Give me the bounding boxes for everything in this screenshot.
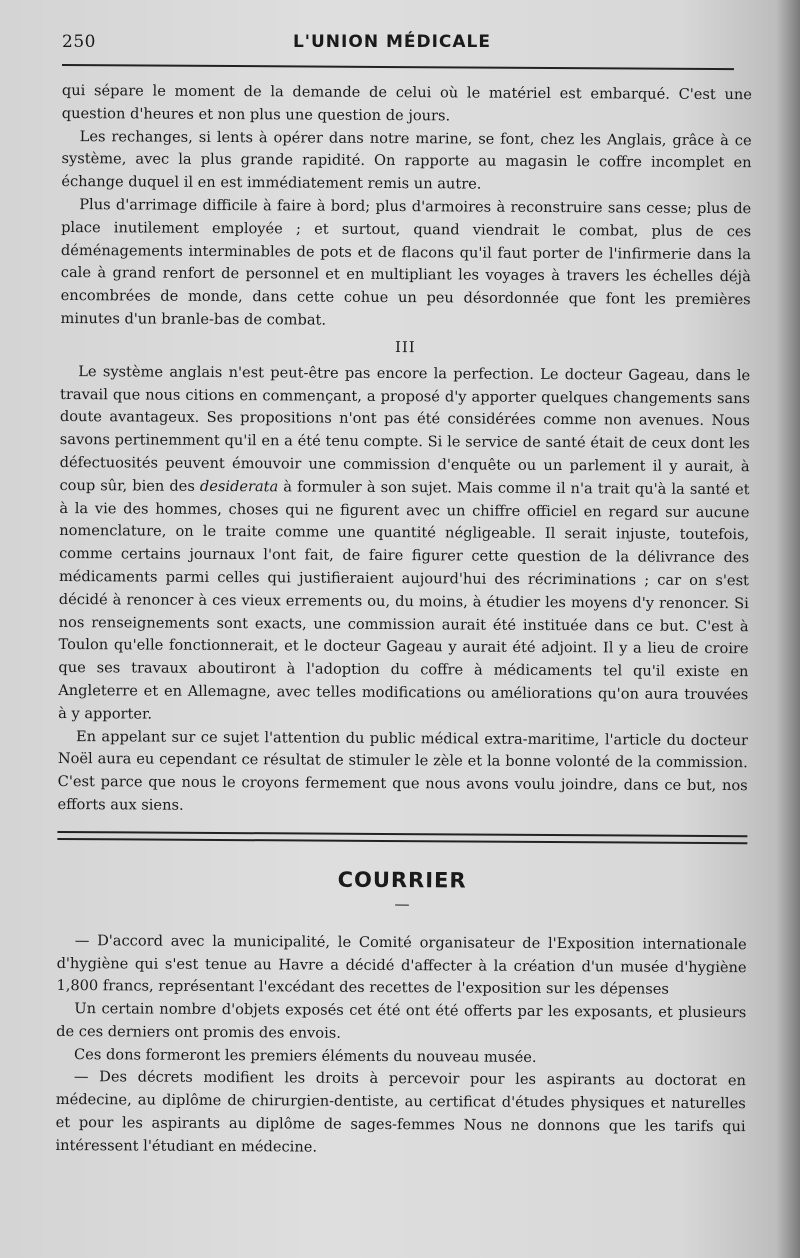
paragraph: — D'accord avec la municipalité, le Comité organisateur de l'Exposition internationale d'hygiène qui s'est tenue au Havre a décidé d'affecter à la création d'un musée d'hygiène 1,800 francs, représentant l'excédant des recettes de l'exposition sur les dépenses [56, 931, 747, 999]
section-divider [57, 831, 747, 844]
paragraph: Les rechanges, si lents à opérer dans notre marine, se font, chez les Anglais, grâce à ce système, avec la plus grande rapidité. On rapporte au magasin le coffre incomplet en échange duquel il en est immédiatement remis un autre. [61, 127, 752, 193]
paragraph: Plus d'arrimage difficile à faire à bord; plus d'armoires à reconstruire sans cesse; plus de place inutilement employée ; et surtout, quand viendrait le combat, plus de ces déménagements interminables de pots et de flacons qu'il faut porter de l'infirmerie dans la cale à grand renfort de personnel et en multipliant les voyages à travers les échelles déjà encombrées de monde, dans cette cohue un peu désordonnée que font les premières minutes d'un branle-bas de combat. [60, 196, 752, 329]
text-run: Le système anglais n'est peut-être pas encore la perfection. Le docteur Gageau, dans le travail que nous citions en commençant, a proposé d'y apporter quelques changements sans doute avantageux. Ses propositions n'ont pas été considérées comme non avenues. Nous savons pertinemment qu'il en a été tenu compte. Si le service de santé était de ceux dont les défectuosités peuvent émouvoir une commission d'enquête ou un parlement il y aurait, à coup sûr, bien des [59, 362, 751, 495]
paragraph [58, 361, 750, 730]
paragraph: qui sépare le moment de la demande de celui où le matériel est embarqué. C'est une question d'heures et non plus une question de jours. [61, 81, 752, 125]
italic-term: desiderata [199, 477, 279, 496]
section-heading: III [394, 337, 416, 356]
courrier-heading: COURRIER [337, 867, 467, 893]
paragraph: — Des décrets modifient les droits à percevoir pour les aspirants au doctorat en médecine, au diplôme de chirurgien-dentiste, au certificat d'études physiques et naturelles et pour les aspirants au diplôme de sages-femmes Nous ne donnons que les tarifs qui intéressent l'étudiant en médecine. [55, 1068, 746, 1156]
journal-title: L'UNION MÉDICALE [292, 32, 492, 52]
paragraph: Ces dons formeront les premiers éléments du nouveau musée. [73, 1045, 537, 1066]
text-run: à formuler à son sujet. Mais comme il n'a trait qu'à la santé et à la vie des hommes, choses qui ne figurent avec un chiffre officiel en regard sur aucune nomenclature, on le traite comme une quantité négligeable. Il serait injuste, toutefois, comme certains journaux l'ont fait, de faire figurer cette question de la délivrance des médicaments parmi celles qui justifieraient aujourd'hui des récriminations ; car on s'est décidé à renoncer à ces vieux errements ou, du moins, à étudier les moyens d'y renoncer. Si nos renseignements sont exacts, une commission aurait été instituée dans ce but. C'est à Toulon qu'elle fonctionnerait, et le docteur Gageau y aurait été adjoint. Il y a lieu de croire que ses travaux aboutiront à l'adoption du coffre à médicaments tel qu'il existe en Angleterre et en Allemagne, avec telles modifications ou améliorations qu'on aura trouvées à y apporter. [58, 478, 750, 723]
page-number: 250 [62, 32, 96, 52]
header-rule [62, 64, 734, 70]
article-body [55, 80, 752, 1162]
paragraph: En appelant sur ce sujet l'attention du public médical extra-maritime, l'article du docteur Noël aura eu cependant ce résultat de stimuler le zèle et la bonne volonté de la commission. C'est parce que nous le croyons fermement que nous avons voulu joindre, dans ce but, nos efforts aux siens. [57, 727, 749, 814]
running-header [62, 28, 722, 58]
heading-dash: — [394, 894, 410, 913]
paragraph: Un certain nombre d'objets exposés cet été ont été offerts par les exposants, et plusieurs de ces derniers ont promis des envois. [56, 1000, 747, 1042]
